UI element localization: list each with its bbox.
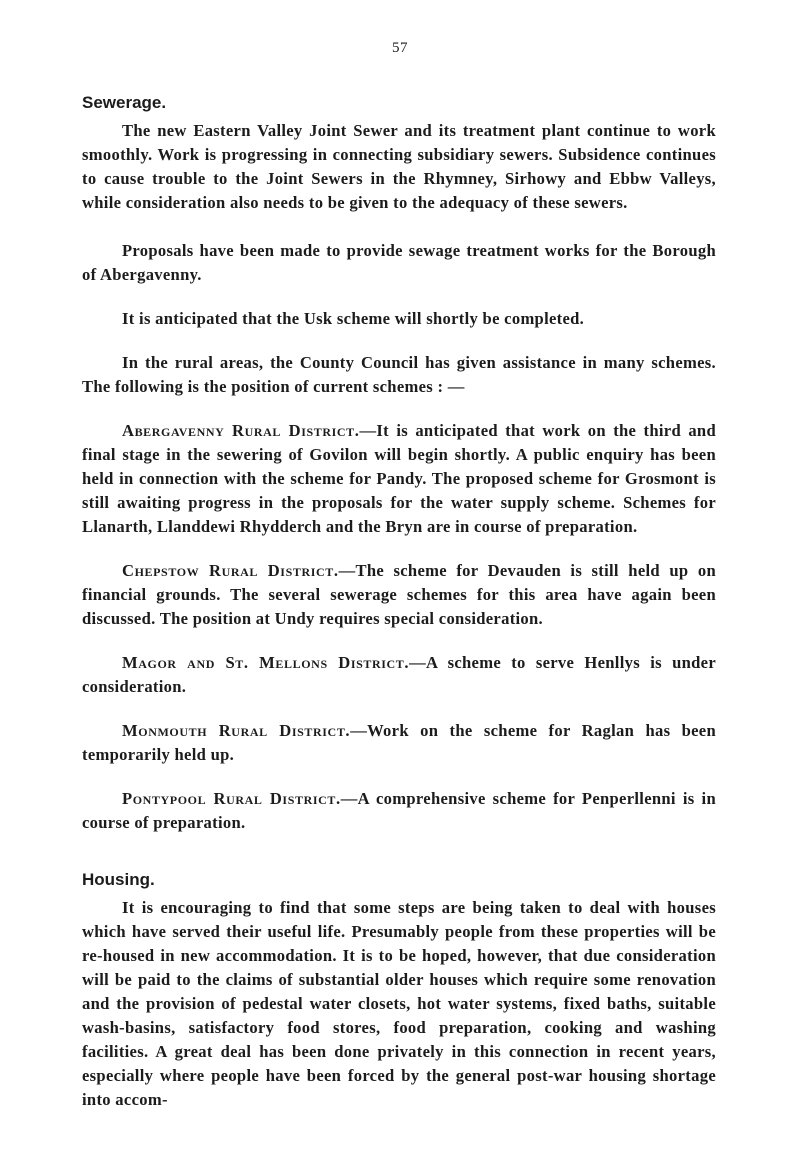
district-text: —The scheme for Devauden is still held up on financial grounds. The several sewerage schemes for this area have again been discussed. The position at Undy requires special consideration.: [82, 561, 716, 628]
district-name: Abergavenny Rural District.: [122, 421, 360, 440]
district-name: Monmouth Rural District.: [122, 721, 351, 740]
district-name: Pontypool Rural District.: [122, 789, 341, 808]
sewerage-paragraph-4: In the rural areas, the County Council has given assistance in many schemes. The following is the position of current schemes : —: [82, 353, 716, 396]
district-name: Magor and St. Mellons District.: [122, 653, 410, 672]
district-text: —It is anticipated that work on the third and final stage in the sewering of Govilon will begin shortly. A public enquiry has been held in connection with the scheme for Pandy. The proposed scheme for Grosmont is still awaiting progress in the proposals for the water supply scheme. Schemes for Llanarth, Llanddewi Rhydderch and the Bryn are in course of preparation.: [82, 421, 716, 536]
page-number: 57: [392, 40, 408, 56]
sewerage-heading: Sewerage.: [82, 93, 167, 112]
district-paragraph-monmouth: [82, 719, 716, 767]
sewerage-paragraph-3: It is anticipated that the Usk scheme will shortly be completed.: [122, 309, 585, 328]
district-paragraph-chepstow: [82, 559, 716, 631]
sewerage-paragraph-2: Proposals have been made to provide sewage treatment works for the Borough of Abergavenny.: [82, 241, 716, 284]
district-paragraph-abergavenny: [82, 419, 716, 539]
district-paragraph-pontypool: [82, 787, 716, 835]
district-text: —A comprehensive scheme for Penperllenni is in course of preparation.: [82, 789, 716, 832]
district-text: —A scheme to serve Henllys is under consideration.: [82, 653, 716, 696]
housing-heading: Housing.: [82, 870, 155, 889]
page-content: [82, 90, 716, 1112]
sewerage-paragraph-1: The new Eastern Valley Joint Sewer and its treatment plant continue to work smoothly. Work is progressing in connecting subsidiary sewers. Subsidence continues to cause trouble to the Joint Sewers in the Rhymney, Sirhowy and Ebbw Valleys, while consideration also needs to be given to the adequacy of these sewers.: [82, 121, 716, 212]
district-name: Chepstow Rural District.: [122, 561, 339, 580]
district-text: —Work on the scheme for Raglan has been temporarily held up.: [82, 721, 717, 764]
district-paragraph-magor: [82, 651, 716, 699]
housing-paragraph-1: It is encouraging to find that some steps are being taken to deal with houses which have served their useful life. Presumably people from these properties will be re-housed in new accommodation. It is to be hoped, however, that due consideration will be paid to the claims of substantial older houses which require some renovation and the provision of pedestal water closets, hot water systems, fixed baths, suitable wash-basins, satisfactory food stores, food preparation, cooking and washing facilities. A great deal has been done privately in this connection in recent years, especially where people have been forced by the general post-war housing shortage into accom-: [82, 898, 716, 1109]
